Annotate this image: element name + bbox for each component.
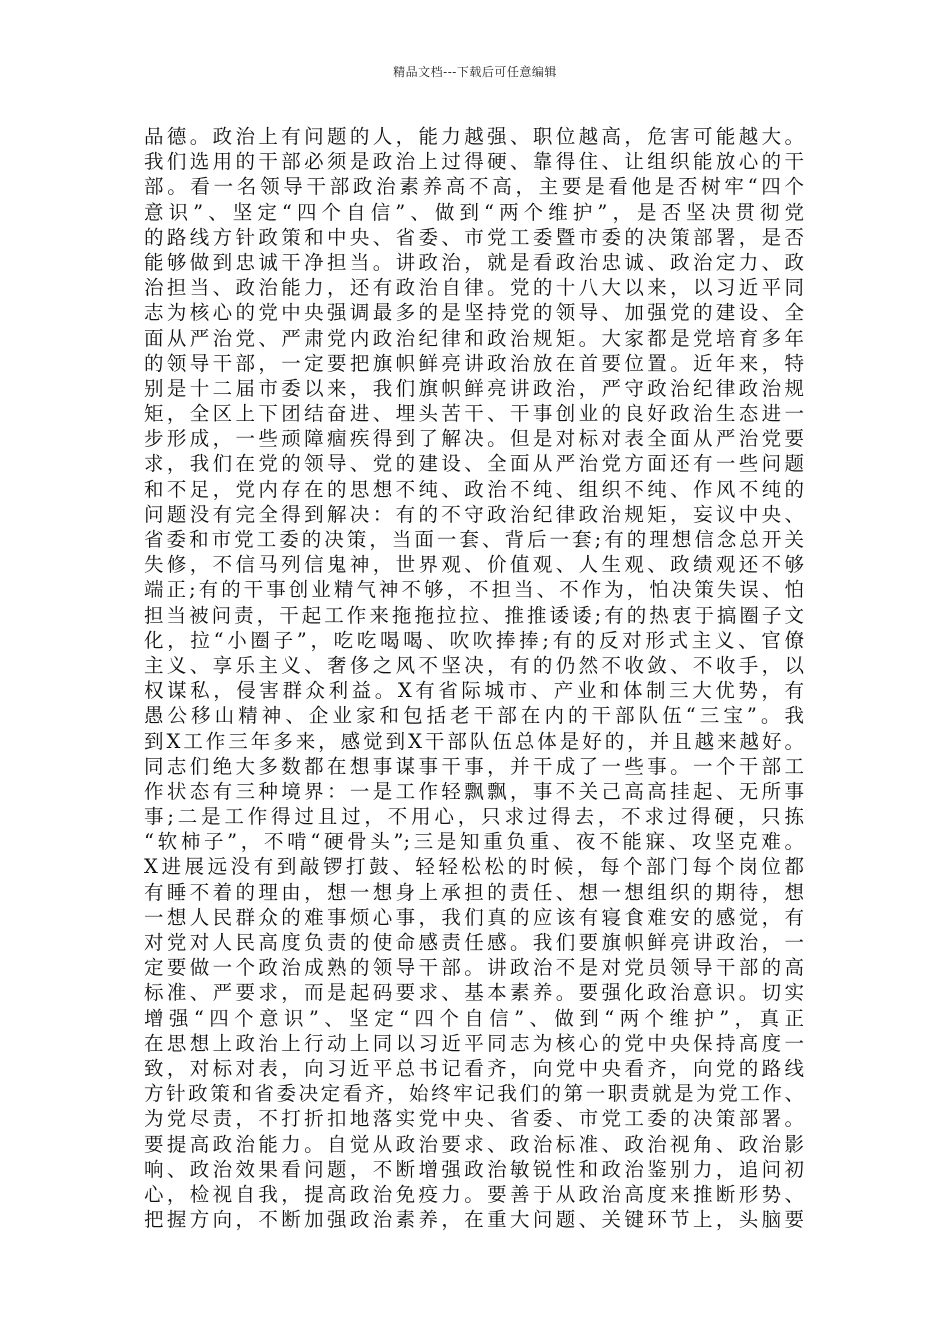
text-line: 矩，全区上下团结奋进、埋头苦干、干事创业的良好政治生态进一 [144,402,804,426]
text-line: 主义、享乐主义、奢侈之风不坚决，有的仍然不收敛、不收手，以 [144,653,804,677]
text-line: 步形成，一些顽障痼疾得到了解决。但是对标对表全面从严治党要 [144,427,804,451]
text-line: 同志们绝大多数都在想事谋事干事，并干成了一些事。一个干部工 [144,754,804,778]
text-line: 心，检视自我，提高政治免疫力。要善于从政治高度来推断形势、 [144,1182,804,1206]
text-line: 和不足，党内存在的思想不纯、政治不纯、组织不纯、作风不纯的 [144,477,804,501]
text-line: 在思想上政治上行动上同以习近平同志为核心的党中央保持高度一 [144,1031,804,1055]
text-line: 为党尽责，不打折扣地落实党中央、省委、市党工委的决策部署。 [144,1107,804,1131]
text-line: 志为核心的党中央强调最多的是坚持党的领导、加强党的建设、全 [144,301,804,325]
text-line: 能够做到忠诚干净担当。讲政治，就是看政治忠诚、政治定力、政 [144,250,804,274]
text-line: 问题没有完全得到解决：有的不守政治纪律政治规矩，妄议中央、 [144,502,804,526]
text-line: X进展远没有到敲锣打鼓、轻轻松松的时候，每个部门每个岗位都 [144,855,804,879]
text-line: 致，对标对表，向习近平总书记看齐，向党中央看齐，向党的路线 [144,1056,804,1080]
body-text [144,124,804,1232]
text-line: 愚公移山精神、企业家和包括老干部在内的干部队伍“三宝”。我 [144,704,804,728]
text-line: 增强“四个意识”、坚定“四个自信”、做到“两个维护”，真正 [144,1006,804,1030]
text-line: 一想人民群众的难事烦心事，我们真的应该有寝食难安的感觉，有 [144,905,804,929]
text-line: 端正;有的干事创业精气神不够，不担当、不作为，怕决策失误、怕 [144,578,804,602]
text-line: 权谋私，侵害群众利益。X有省际城市、产业和体制三大优势，有 [144,679,804,703]
text-line: 的路线方针政策和中央、省委、市党工委暨市委的决策部署，是否 [144,225,804,249]
text-line: 响、政治效果看问题，不断增强政治敏锐性和政治鉴别力，追问初 [144,1157,804,1181]
text-line: 面从严治党、严肃党内政治纪律和政治规矩。大家都是党培育多年 [144,326,804,350]
text-line: 标准、严要求，而是起码要求、基本素养。要强化政治意识。切实 [144,981,804,1005]
text-line: 方针政策和省委决定看齐，始终牢记我们的第一职责就是为党工作、 [144,1082,804,1106]
page-header: 精品文档---下载后可任意编辑 [393,65,557,79]
text-line: 作状态有三种境界：一是工作轻飘飘，事不关己高高挂起、无所事 [144,779,804,803]
text-line: 品德。政治上有问题的人，能力越强、职位越高，危害可能越大。 [144,125,804,148]
text-line: 部。看一名领导干部政治素养高不高，主要是看他是否树牢“四个 [144,175,804,199]
text-line: 治担当、政治能力，还有政治自律。党的十八大以来，以习近平同 [144,276,804,300]
text-line: 对党对人民高度负责的使命感责任感。我们要旗帜鲜亮讲政治，一 [144,931,804,954]
text-line: 要提高政治能力。自觉从政治要求、政治标准、政治视角、政治影 [144,1132,804,1156]
text-line: 定要做一个政治成熟的领导干部。讲政治不是对党员领导干部的高 [144,956,804,980]
text-line: 的领导干部，一定要把旗帜鲜亮讲政治放在首要位置。近年来，特 [144,351,804,375]
text-line: 失修，不信马列信鬼神，世界观、价值观、人生观、政绩观还不够 [144,553,804,577]
text-line: 化，拉“小圈子”，吃吃喝喝、吹吹捧捧;有的反对形式主义、官僚 [144,628,804,652]
text-line: 别是十二届市委以来，我们旗帜鲜亮讲政治，严守政治纪律政治规 [144,376,804,400]
text-line: 省委和市党工委的决策，当面一套、背后一套;有的理想信念总开关 [144,528,804,551]
text-line: 有睡不着的理由，想一想身上承担的责任、想一想组织的期待，想 [144,880,804,904]
text-line: 把握方向，不断加强政治素养，在重大问题、关键环节上，头脑要 [144,1208,804,1232]
text-line: 到X工作三年多来，感觉到X干部队伍总体是好的，并且越来越好。 [144,729,804,753]
text-line: 事;二是工作得过且过，不用心，只求过得去，不求过得硬，只拣 [144,805,804,829]
text-line: “软柿子”，不啃“硬骨头”;三是知重负重、夜不能寐、攻坚克难。 [144,830,804,854]
text-line: 担当被问责，干起工作来拖拖拉拉、推推诿诿;有的热衷于搞圈子文 [144,603,804,627]
text-line: 求，我们在党的领导、党的建设、全面从严治党方面还有一些问题 [144,452,804,476]
text-line: 我们选用的干部必须是政治上过得硬、靠得住、让组织能放心的干 [144,150,804,174]
text-line: 意识”、坚定“四个自信”、做到“两个维护”，是否坚决贯彻党 [144,200,804,224]
